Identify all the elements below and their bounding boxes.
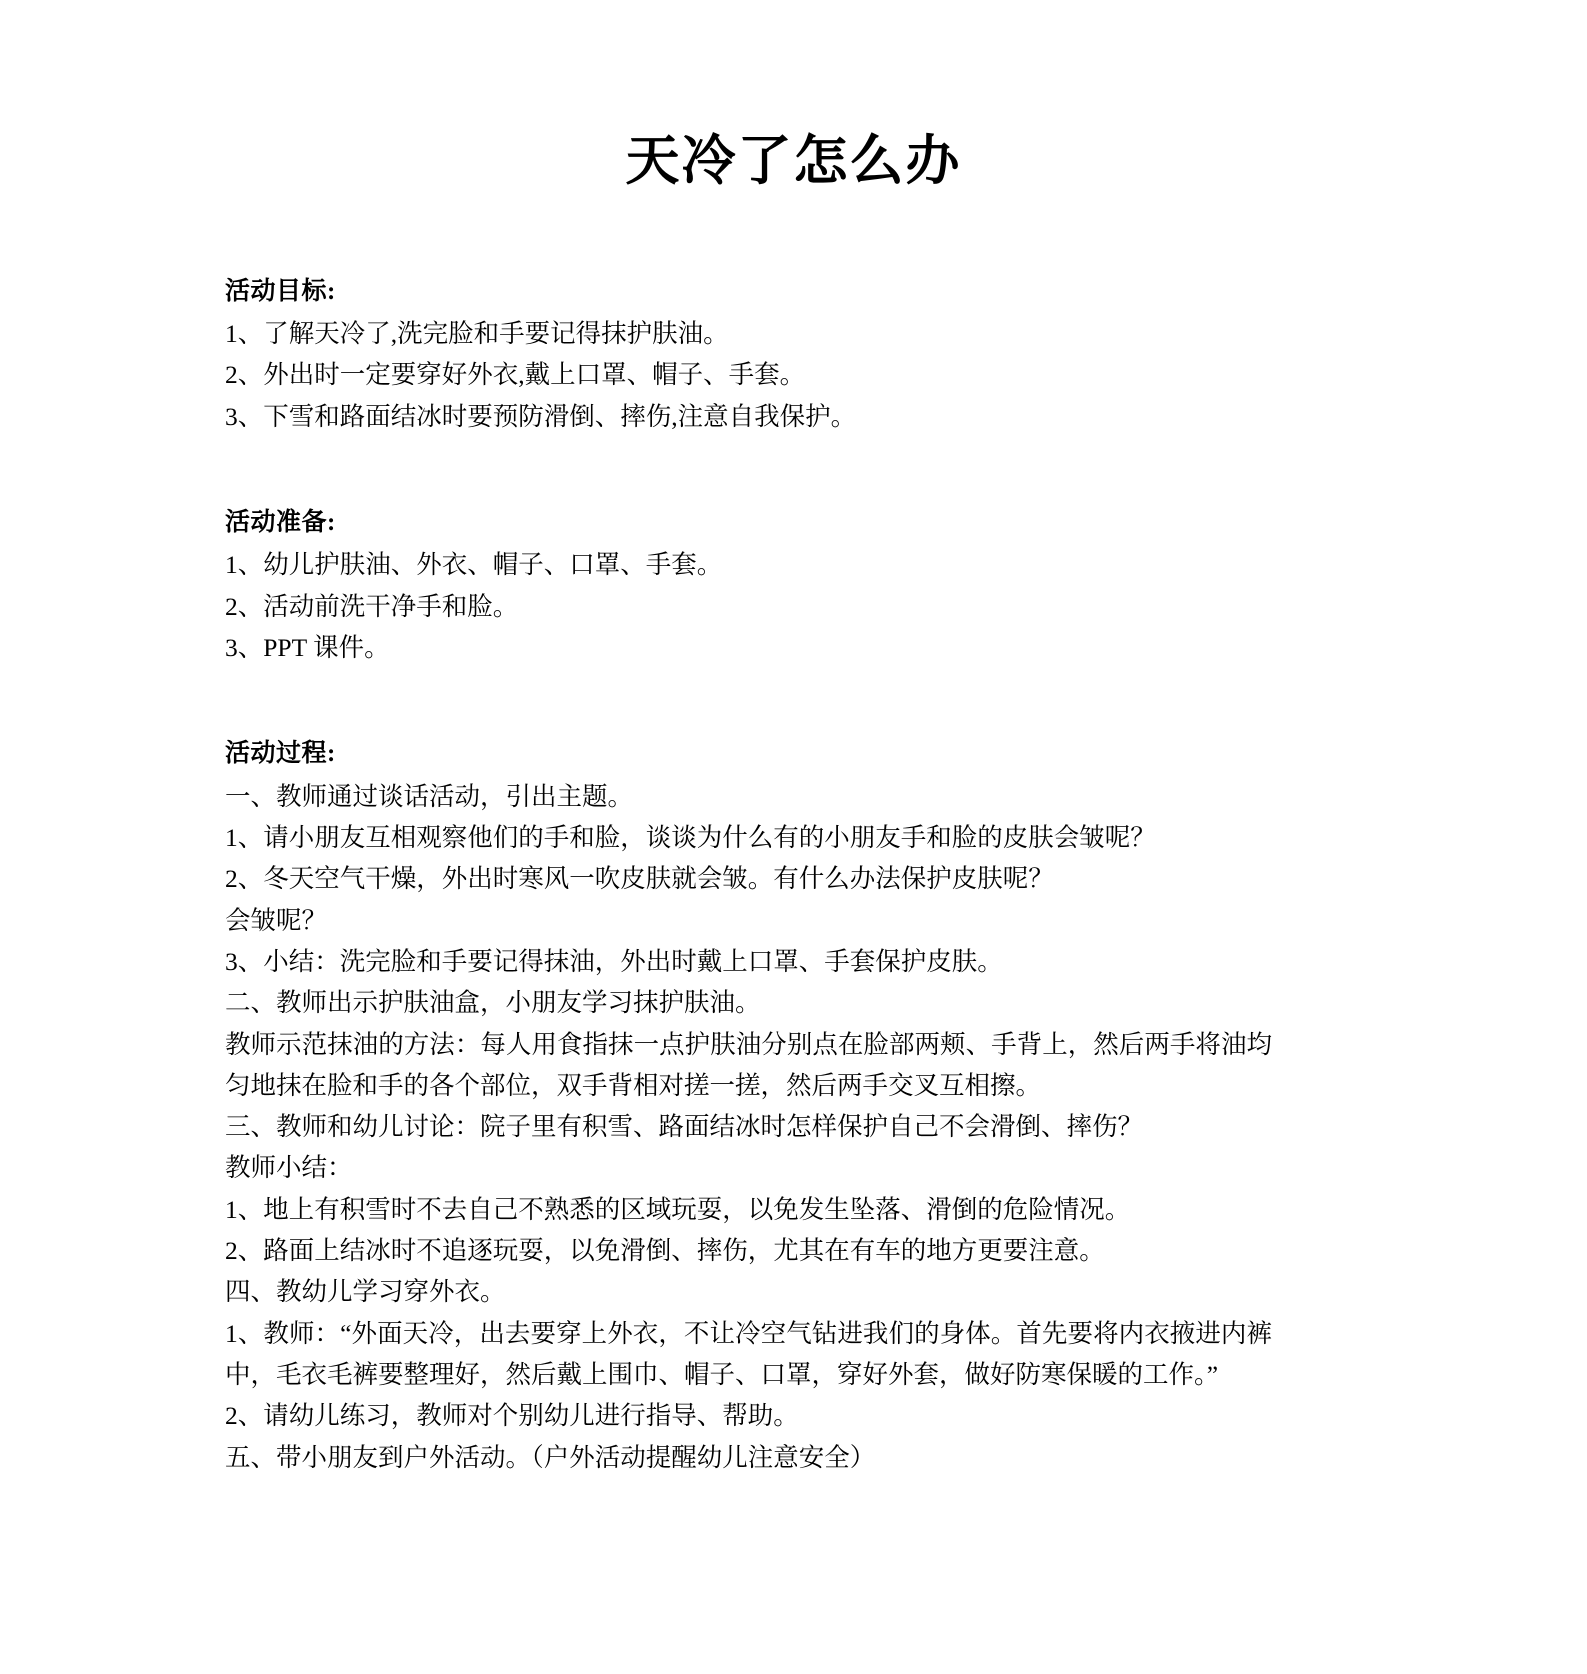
process-line-2: 1、请小朋友互相观察他们的手和脸，谈谈为什么有的小朋友手和脸的皮肤会皱呢？	[225, 823, 1156, 853]
process-line-5: 3、小结：洗完脸和手要记得抹油，外出时戴上口罩、手套保护皮肤。	[225, 946, 1003, 976]
section-spacer	[225, 700, 1272, 734]
section-heading: 活动目标:	[225, 277, 336, 305]
process-line-13: 1、教师：“外面天冷，出去要穿上外衣，不让冷空气钻进我们的身体。首先要将内衣掖进内裤中，毛衣毛裤要整理好，然后戴上围巾、帽子、口罩，穿好外套，做好防寒保暖的工作。”	[225, 1318, 1272, 1389]
section-heading: 活动过程:	[225, 740, 336, 768]
prep-line-3: 3、PPT 课件。	[225, 632, 390, 662]
document-body	[0, 272, 1587, 1478]
goal-line-3: 3、下雪和路面结冰时要预防滑倒、摔伤,注意自我保护。	[225, 401, 857, 431]
goal-line-2: 2、外出时一定要穿好外衣,戴上口罩、帽子、手套。	[225, 360, 806, 390]
section-spacer	[225, 469, 1272, 503]
section-activity-goals	[225, 272, 1272, 437]
goal-line-1: 1、了解天冷了,洗完脸和手要记得抹护肤油。	[225, 319, 729, 348]
process-line-7: 教师示范抹油的方法：每人用食指抹一点护肤油分别点在脸部两颊、手背上，然后两手将油均匀地抹在脸和手的各个部位，双手背相对搓一搓，然后两手交叉互相擦。	[225, 1029, 1272, 1100]
process-line-9: 教师小结：	[225, 1153, 353, 1183]
process-line-3: 2、冬天空气干燥，外出时寒风一吹皮肤就会皱。有什么办法保护皮肤呢？	[225, 864, 1054, 894]
section-activity-process	[225, 734, 1272, 1478]
process-line-11: 2、路面上结冰时不追逐玩耍，以免滑倒、摔伤，尤其在有车的地方更要注意。	[225, 1236, 1105, 1266]
prep-line-1: 1、幼儿护肤油、外衣、帽子、口罩、手套。	[225, 550, 723, 580]
process-line-8: 三、教师和幼儿讨论：院子里有积雪、路面结冰时怎样保护自己不会滑倒、摔伤？	[225, 1112, 1144, 1142]
process-line-10: 1、地上有积雪时不去自己不熟悉的区域玩耍，以免发生坠落、滑倒的危险情况。	[225, 1194, 1131, 1224]
section-heading: 活动准备:	[225, 508, 336, 536]
section-activity-preparation	[225, 503, 1272, 668]
prep-line-2: 2、活动前洗干净手和脸。	[225, 591, 519, 621]
process-line-15: 五、带小朋友到户外活动。（户外活动提醒幼儿注意安全）	[225, 1442, 876, 1472]
process-line-1: 一、教师通过谈话活动，引出主题。	[225, 781, 634, 811]
process-line-14: 2、请幼儿练习，教师对个别幼儿进行指导、帮助。	[225, 1401, 799, 1431]
process-line-6: 二、教师出示护肤油盒，小朋友学习抹护肤油。	[225, 988, 761, 1018]
process-line-4: 会皱呢？	[225, 905, 328, 935]
page-title: 天冷了怎么办	[625, 131, 962, 191]
process-line-12: 四、教幼儿学习穿外衣。	[225, 1277, 506, 1307]
